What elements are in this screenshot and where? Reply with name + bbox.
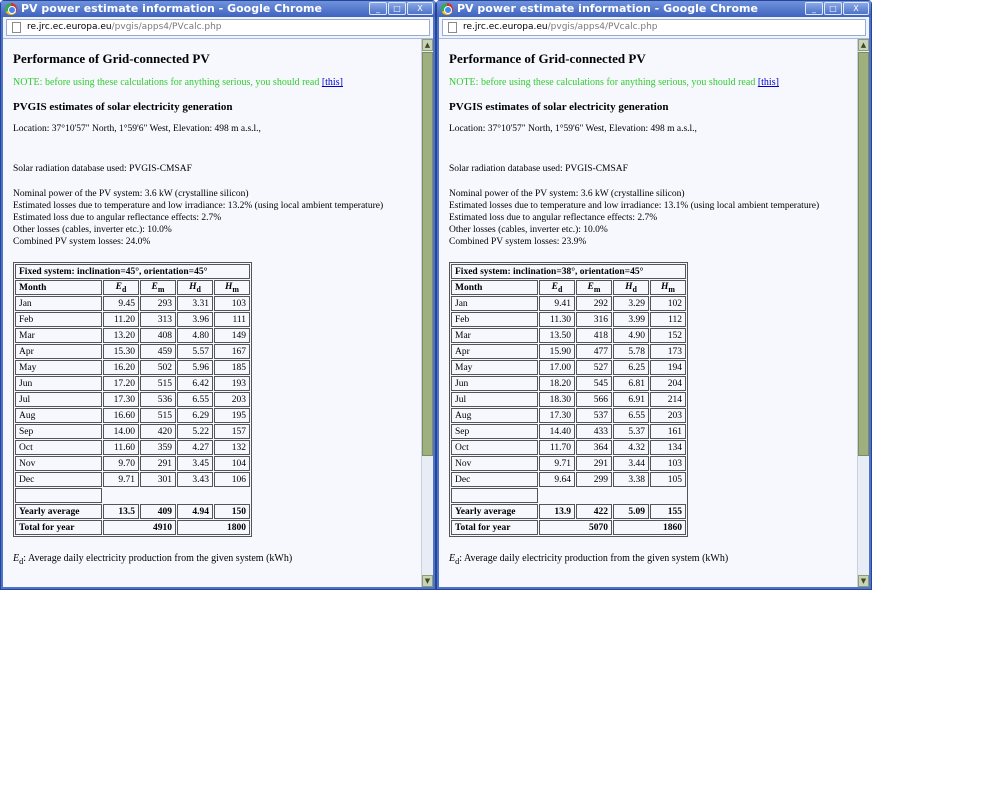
month-cell: Feb bbox=[451, 312, 538, 327]
window-title: PV power estimate information - Google Chrome bbox=[21, 2, 322, 15]
location-text: Location: 37°10'57" North, 1°59'6" West, Elevation: 498 m a.s.l., bbox=[449, 124, 697, 134]
scroll-up-icon[interactable]: ▲ bbox=[858, 39, 869, 51]
hm-cell: 112 bbox=[650, 312, 686, 327]
em-cell: 418 bbox=[576, 328, 612, 343]
hd-cell: 3.38 bbox=[613, 472, 649, 487]
loss-temperature-text: Estimated losses due to temperature and low irradiance: 13.2% (using local ambient temperature) bbox=[13, 201, 384, 211]
table-row bbox=[15, 296, 250, 311]
table-row bbox=[15, 360, 250, 375]
total-row bbox=[451, 520, 686, 535]
column-header-month: Month bbox=[451, 280, 538, 295]
hd-cell: 4.32 bbox=[613, 440, 649, 455]
table-row bbox=[451, 424, 686, 439]
database-text: Solar radiation database used: PVGIS-CMSAF bbox=[449, 164, 628, 174]
hd-cell: 5.57 bbox=[177, 344, 213, 359]
maximize-button[interactable]: □ bbox=[388, 2, 406, 15]
ed-cell: 15.30 bbox=[103, 344, 139, 359]
month-cell: Aug bbox=[451, 408, 538, 423]
hm-cell: 214 bbox=[650, 392, 686, 407]
hd-cell: 6.29 bbox=[177, 408, 213, 423]
hd-cell: 4.80 bbox=[177, 328, 213, 343]
vertical-scrollbar[interactable] bbox=[421, 39, 433, 587]
em-cell: 527 bbox=[576, 360, 612, 375]
month-cell: Sep bbox=[451, 424, 538, 439]
column-header-hd: $H_d$ bbox=[177, 280, 213, 295]
window-controls bbox=[369, 2, 433, 15]
table-row bbox=[451, 456, 686, 471]
url-field[interactable] bbox=[6, 19, 430, 36]
section-title: PVGIS estimates of solar electricity generation bbox=[13, 101, 233, 113]
month-cell: Apr bbox=[451, 344, 538, 359]
loss-other-text: Other losses (cables, inverter etc.): 10.0% bbox=[13, 225, 172, 235]
em-cell: 313 bbox=[140, 312, 176, 327]
nominal-power-text: Nominal power of the PV system: 3.6 kW (crystalline silicon) bbox=[449, 189, 685, 199]
url-host: re.jrc.ec.europa.eu bbox=[463, 22, 548, 32]
em-cell: 422 bbox=[576, 504, 612, 519]
hm-cell: 102 bbox=[650, 296, 686, 311]
close-button[interactable]: X bbox=[407, 2, 433, 15]
page-title: Performance of Grid-connected PV bbox=[449, 51, 646, 66]
em-cell: 536 bbox=[140, 392, 176, 407]
note-link[interactable]: [this] bbox=[757, 77, 779, 88]
em-cell: 545 bbox=[576, 376, 612, 391]
hm-cell: 106 bbox=[214, 472, 250, 487]
column-header-hm: $H_m$ bbox=[214, 280, 250, 295]
hm-cell: 105 bbox=[650, 472, 686, 487]
hd-cell: 5.22 bbox=[177, 424, 213, 439]
month-cell: Mar bbox=[15, 328, 102, 343]
page-icon bbox=[12, 22, 21, 33]
ed-cell: 16.20 bbox=[103, 360, 139, 375]
hd-cell: 6.81 bbox=[613, 376, 649, 391]
month-cell: Jul bbox=[15, 392, 102, 407]
table-row bbox=[15, 472, 250, 487]
loss-combined-text: Combined PV system losses: 23.9% bbox=[449, 237, 587, 247]
legend-ed-text: : Average daily electricity production from the given system (kWh) bbox=[459, 553, 729, 564]
ed-cell: 13.50 bbox=[539, 328, 575, 343]
row-label: Yearly average bbox=[15, 504, 102, 519]
hd-cell: 6.42 bbox=[177, 376, 213, 391]
column-header-hm: $H_m$ bbox=[650, 280, 686, 295]
hm-cell: 103 bbox=[214, 296, 250, 311]
table-row bbox=[15, 440, 250, 455]
legend-ed-text: : Average daily electricity production from the given system (kWh) bbox=[23, 553, 293, 564]
table-row bbox=[15, 424, 250, 439]
table-row bbox=[451, 440, 686, 455]
browser-window-left bbox=[0, 0, 436, 590]
results-table bbox=[13, 262, 252, 537]
em-total-cell: 5070 bbox=[539, 520, 612, 535]
table-row bbox=[15, 456, 250, 471]
ed-cell: 9.71 bbox=[103, 472, 139, 487]
em-cell: 515 bbox=[140, 408, 176, 423]
hd-cell: 5.09 bbox=[613, 504, 649, 519]
url-path: /pvgis/apps4/PVcalc.php bbox=[547, 22, 658, 32]
table-row bbox=[451, 344, 686, 359]
em-cell: 408 bbox=[140, 328, 176, 343]
database-text: Solar radiation database used: PVGIS-CMSAF bbox=[13, 164, 192, 174]
scrollbar-thumb[interactable] bbox=[858, 52, 869, 456]
hd-cell: 4.27 bbox=[177, 440, 213, 455]
hm-cell: 150 bbox=[214, 504, 250, 519]
scrollbar-thumb[interactable] bbox=[422, 52, 433, 456]
hm-cell: 173 bbox=[650, 344, 686, 359]
table-header-row bbox=[15, 280, 250, 295]
scroll-down-icon[interactable]: ▼ bbox=[858, 575, 869, 587]
hm-cell: 103 bbox=[650, 456, 686, 471]
url-host: re.jrc.ec.europa.eu bbox=[27, 22, 112, 32]
browser-window-right bbox=[436, 0, 872, 590]
minimize-button[interactable]: _ bbox=[805, 2, 823, 15]
em-total-cell: 4910 bbox=[103, 520, 176, 535]
hm-cell: 161 bbox=[650, 424, 686, 439]
hd-cell: 3.44 bbox=[613, 456, 649, 471]
hd-cell: 5.78 bbox=[613, 344, 649, 359]
hd-cell: 3.99 bbox=[613, 312, 649, 327]
hd-cell: 3.43 bbox=[177, 472, 213, 487]
em-cell: 359 bbox=[140, 440, 176, 455]
url-path: /pvgis/apps4/PVcalc.php bbox=[111, 22, 222, 32]
loss-combined-text: Combined PV system losses: 24.0% bbox=[13, 237, 151, 247]
month-cell: Oct bbox=[15, 440, 102, 455]
ed-cell: 17.30 bbox=[103, 392, 139, 407]
month-cell: May bbox=[15, 360, 102, 375]
ed-cell: 17.30 bbox=[539, 408, 575, 423]
window-controls bbox=[805, 2, 869, 15]
hm-cell: 132 bbox=[214, 440, 250, 455]
em-cell: 291 bbox=[140, 456, 176, 471]
page-icon bbox=[448, 22, 457, 33]
hm-cell: 185 bbox=[214, 360, 250, 375]
hm-cell: 152 bbox=[650, 328, 686, 343]
month-cell: May bbox=[451, 360, 538, 375]
hd-cell: 6.55 bbox=[613, 408, 649, 423]
note-text: NOTE: before using these calculations for anything serious, you should read bbox=[13, 77, 322, 88]
column-header-hd: $H_d$ bbox=[613, 280, 649, 295]
ed-cell: 18.20 bbox=[539, 376, 575, 391]
month-cell: Jul bbox=[451, 392, 538, 407]
em-cell: 299 bbox=[576, 472, 612, 487]
address-bar bbox=[439, 17, 869, 39]
em-cell: 291 bbox=[576, 456, 612, 471]
table-caption: Fixed system: inclination=38°, orientation=45° bbox=[451, 264, 686, 279]
table-body bbox=[15, 296, 250, 535]
ed-cell: 9.41 bbox=[539, 296, 575, 311]
hm-cell: 111 bbox=[214, 312, 250, 327]
column-header-em: $E_m$ bbox=[140, 280, 176, 295]
hm-cell: 204 bbox=[650, 376, 686, 391]
hm-cell: 134 bbox=[650, 440, 686, 455]
em-cell: 292 bbox=[576, 296, 612, 311]
legend-ed: $E_d$: Average daily electricity production from the given system (kWh) bbox=[449, 553, 729, 566]
loss-temperature-text: Estimated losses due to temperature and low irradiance: 13.1% (using local ambient temperature) bbox=[449, 201, 820, 211]
em-cell: 420 bbox=[140, 424, 176, 439]
month-cell: Aug bbox=[15, 408, 102, 423]
table-row bbox=[15, 408, 250, 423]
table-row bbox=[451, 296, 686, 311]
ed-cell: 17.00 bbox=[539, 360, 575, 375]
em-cell: 502 bbox=[140, 360, 176, 375]
url-field[interactable] bbox=[442, 19, 866, 36]
month-cell: Jun bbox=[451, 376, 538, 391]
ed-cell: 14.00 bbox=[103, 424, 139, 439]
hm-cell: 149 bbox=[214, 328, 250, 343]
ed-cell: 11.60 bbox=[103, 440, 139, 455]
ed-cell: 15.90 bbox=[539, 344, 575, 359]
ed-cell: 9.71 bbox=[539, 456, 575, 471]
hm-cell: 167 bbox=[214, 344, 250, 359]
table-row bbox=[15, 376, 250, 391]
hd-cell: 3.31 bbox=[177, 296, 213, 311]
em-cell: 409 bbox=[140, 504, 176, 519]
table-row bbox=[451, 376, 686, 391]
loss-angular-text: Estimated loss due to angular reflectance effects: 2.7% bbox=[13, 213, 222, 223]
table-row bbox=[451, 328, 686, 343]
table-header-row bbox=[451, 280, 686, 295]
ed-cell: 9.70 bbox=[103, 456, 139, 471]
ed-cell: 11.30 bbox=[539, 312, 575, 327]
vertical-scrollbar[interactable] bbox=[857, 39, 869, 587]
hd-cell: 5.96 bbox=[177, 360, 213, 375]
hd-cell: 6.25 bbox=[613, 360, 649, 375]
table-row bbox=[15, 344, 250, 359]
em-cell: 537 bbox=[576, 408, 612, 423]
minimize-button[interactable]: _ bbox=[369, 2, 387, 15]
ed-cell: 13.20 bbox=[103, 328, 139, 343]
em-cell: 566 bbox=[576, 392, 612, 407]
table-row bbox=[15, 328, 250, 343]
month-cell: Nov bbox=[15, 456, 102, 471]
legend-ed: $E_d$: Average daily electricity production from the given system (kWh) bbox=[13, 553, 293, 566]
hd-cell: 3.45 bbox=[177, 456, 213, 471]
chrome-icon bbox=[5, 3, 17, 15]
hm-cell: 194 bbox=[650, 360, 686, 375]
month-cell: Mar bbox=[451, 328, 538, 343]
hm-cell: 203 bbox=[650, 408, 686, 423]
ed-cell: 13.5 bbox=[103, 504, 139, 519]
hd-cell: 5.37 bbox=[613, 424, 649, 439]
column-header-ed: $E_d$ bbox=[539, 280, 575, 295]
em-cell: 433 bbox=[576, 424, 612, 439]
note bbox=[449, 77, 857, 88]
yearly-average-row bbox=[451, 504, 686, 519]
loss-other-text: Other losses (cables, inverter etc.): 10.0% bbox=[449, 225, 608, 235]
table-row bbox=[451, 408, 686, 423]
hm-total-cell: 1800 bbox=[177, 520, 250, 535]
scroll-down-icon[interactable]: ▼ bbox=[422, 575, 433, 587]
column-header-em: $E_m$ bbox=[576, 280, 612, 295]
em-cell: 459 bbox=[140, 344, 176, 359]
table-caption: Fixed system: inclination=45°, orientation=45° bbox=[15, 264, 250, 279]
month-cell: Dec bbox=[15, 472, 102, 487]
hd-cell: 3.29 bbox=[613, 296, 649, 311]
em-cell: 301 bbox=[140, 472, 176, 487]
hm-cell: 157 bbox=[214, 424, 250, 439]
row-label: Total for year bbox=[451, 520, 538, 535]
table-row bbox=[451, 392, 686, 407]
em-cell: 477 bbox=[576, 344, 612, 359]
month-cell: Jun bbox=[15, 376, 102, 391]
ed-cell: 9.45 bbox=[103, 296, 139, 311]
scroll-up-icon[interactable]: ▲ bbox=[422, 39, 433, 51]
hm-cell: 195 bbox=[214, 408, 250, 423]
note-text: NOTE: before using these calculations for anything serious, you should read bbox=[449, 77, 758, 88]
window-title: PV power estimate information - Google Chrome bbox=[457, 2, 758, 15]
month-cell: Sep bbox=[15, 424, 102, 439]
close-button[interactable]: X bbox=[843, 2, 869, 15]
hd-cell: 6.91 bbox=[613, 392, 649, 407]
month-cell: Jan bbox=[15, 296, 102, 311]
nominal-power-text: Nominal power of the PV system: 3.6 kW (crystalline silicon) bbox=[13, 189, 249, 199]
ed-cell: 14.40 bbox=[539, 424, 575, 439]
table-row bbox=[15, 312, 250, 327]
ed-cell: 9.64 bbox=[539, 472, 575, 487]
hd-cell: 4.94 bbox=[177, 504, 213, 519]
em-cell: 316 bbox=[576, 312, 612, 327]
location-text: Location: 37°10'57" North, 1°59'6" West, Elevation: 498 m a.s.l., bbox=[13, 124, 261, 134]
table-row bbox=[451, 312, 686, 327]
ed-cell: 16.60 bbox=[103, 408, 139, 423]
month-cell: Jan bbox=[451, 296, 538, 311]
hm-cell: 104 bbox=[214, 456, 250, 471]
hm-cell: 155 bbox=[650, 504, 686, 519]
em-cell: 364 bbox=[576, 440, 612, 455]
table-body bbox=[451, 296, 686, 535]
note-link[interactable]: [this] bbox=[321, 77, 343, 88]
loss-angular-text: Estimated loss due to angular reflectance effects: 2.7% bbox=[449, 213, 658, 223]
total-row bbox=[15, 520, 250, 535]
hd-cell: 6.55 bbox=[177, 392, 213, 407]
row-label: Total for year bbox=[15, 520, 102, 535]
hm-cell: 193 bbox=[214, 376, 250, 391]
page-content bbox=[3, 39, 421, 587]
table-row bbox=[15, 392, 250, 407]
row-label: Yearly average bbox=[451, 504, 538, 519]
address-bar bbox=[3, 17, 433, 39]
month-cell: Nov bbox=[451, 456, 538, 471]
ed-cell: 11.70 bbox=[539, 440, 575, 455]
hd-cell: 4.90 bbox=[613, 328, 649, 343]
column-header-month: Month bbox=[15, 280, 102, 295]
hm-total-cell: 1860 bbox=[613, 520, 686, 535]
chrome-icon bbox=[441, 3, 453, 15]
month-cell: Feb bbox=[15, 312, 102, 327]
maximize-button[interactable]: □ bbox=[824, 2, 842, 15]
ed-cell: 17.20 bbox=[103, 376, 139, 391]
em-cell: 515 bbox=[140, 376, 176, 391]
yearly-average-row bbox=[15, 504, 250, 519]
month-cell: Oct bbox=[451, 440, 538, 455]
month-cell: Apr bbox=[15, 344, 102, 359]
section-title: PVGIS estimates of solar electricity generation bbox=[449, 101, 669, 113]
table-row bbox=[451, 472, 686, 487]
page-title: Performance of Grid-connected PV bbox=[13, 51, 210, 66]
page-content bbox=[439, 39, 857, 587]
hd-cell: 3.96 bbox=[177, 312, 213, 327]
hm-cell: 203 bbox=[214, 392, 250, 407]
ed-cell: 13.9 bbox=[539, 504, 575, 519]
ed-cell: 18.30 bbox=[539, 392, 575, 407]
note bbox=[13, 77, 421, 88]
em-cell: 293 bbox=[140, 296, 176, 311]
month-cell: Dec bbox=[451, 472, 538, 487]
column-header-ed: $E_d$ bbox=[103, 280, 139, 295]
table-row bbox=[451, 360, 686, 375]
results-table bbox=[449, 262, 688, 537]
ed-cell: 11.20 bbox=[103, 312, 139, 327]
